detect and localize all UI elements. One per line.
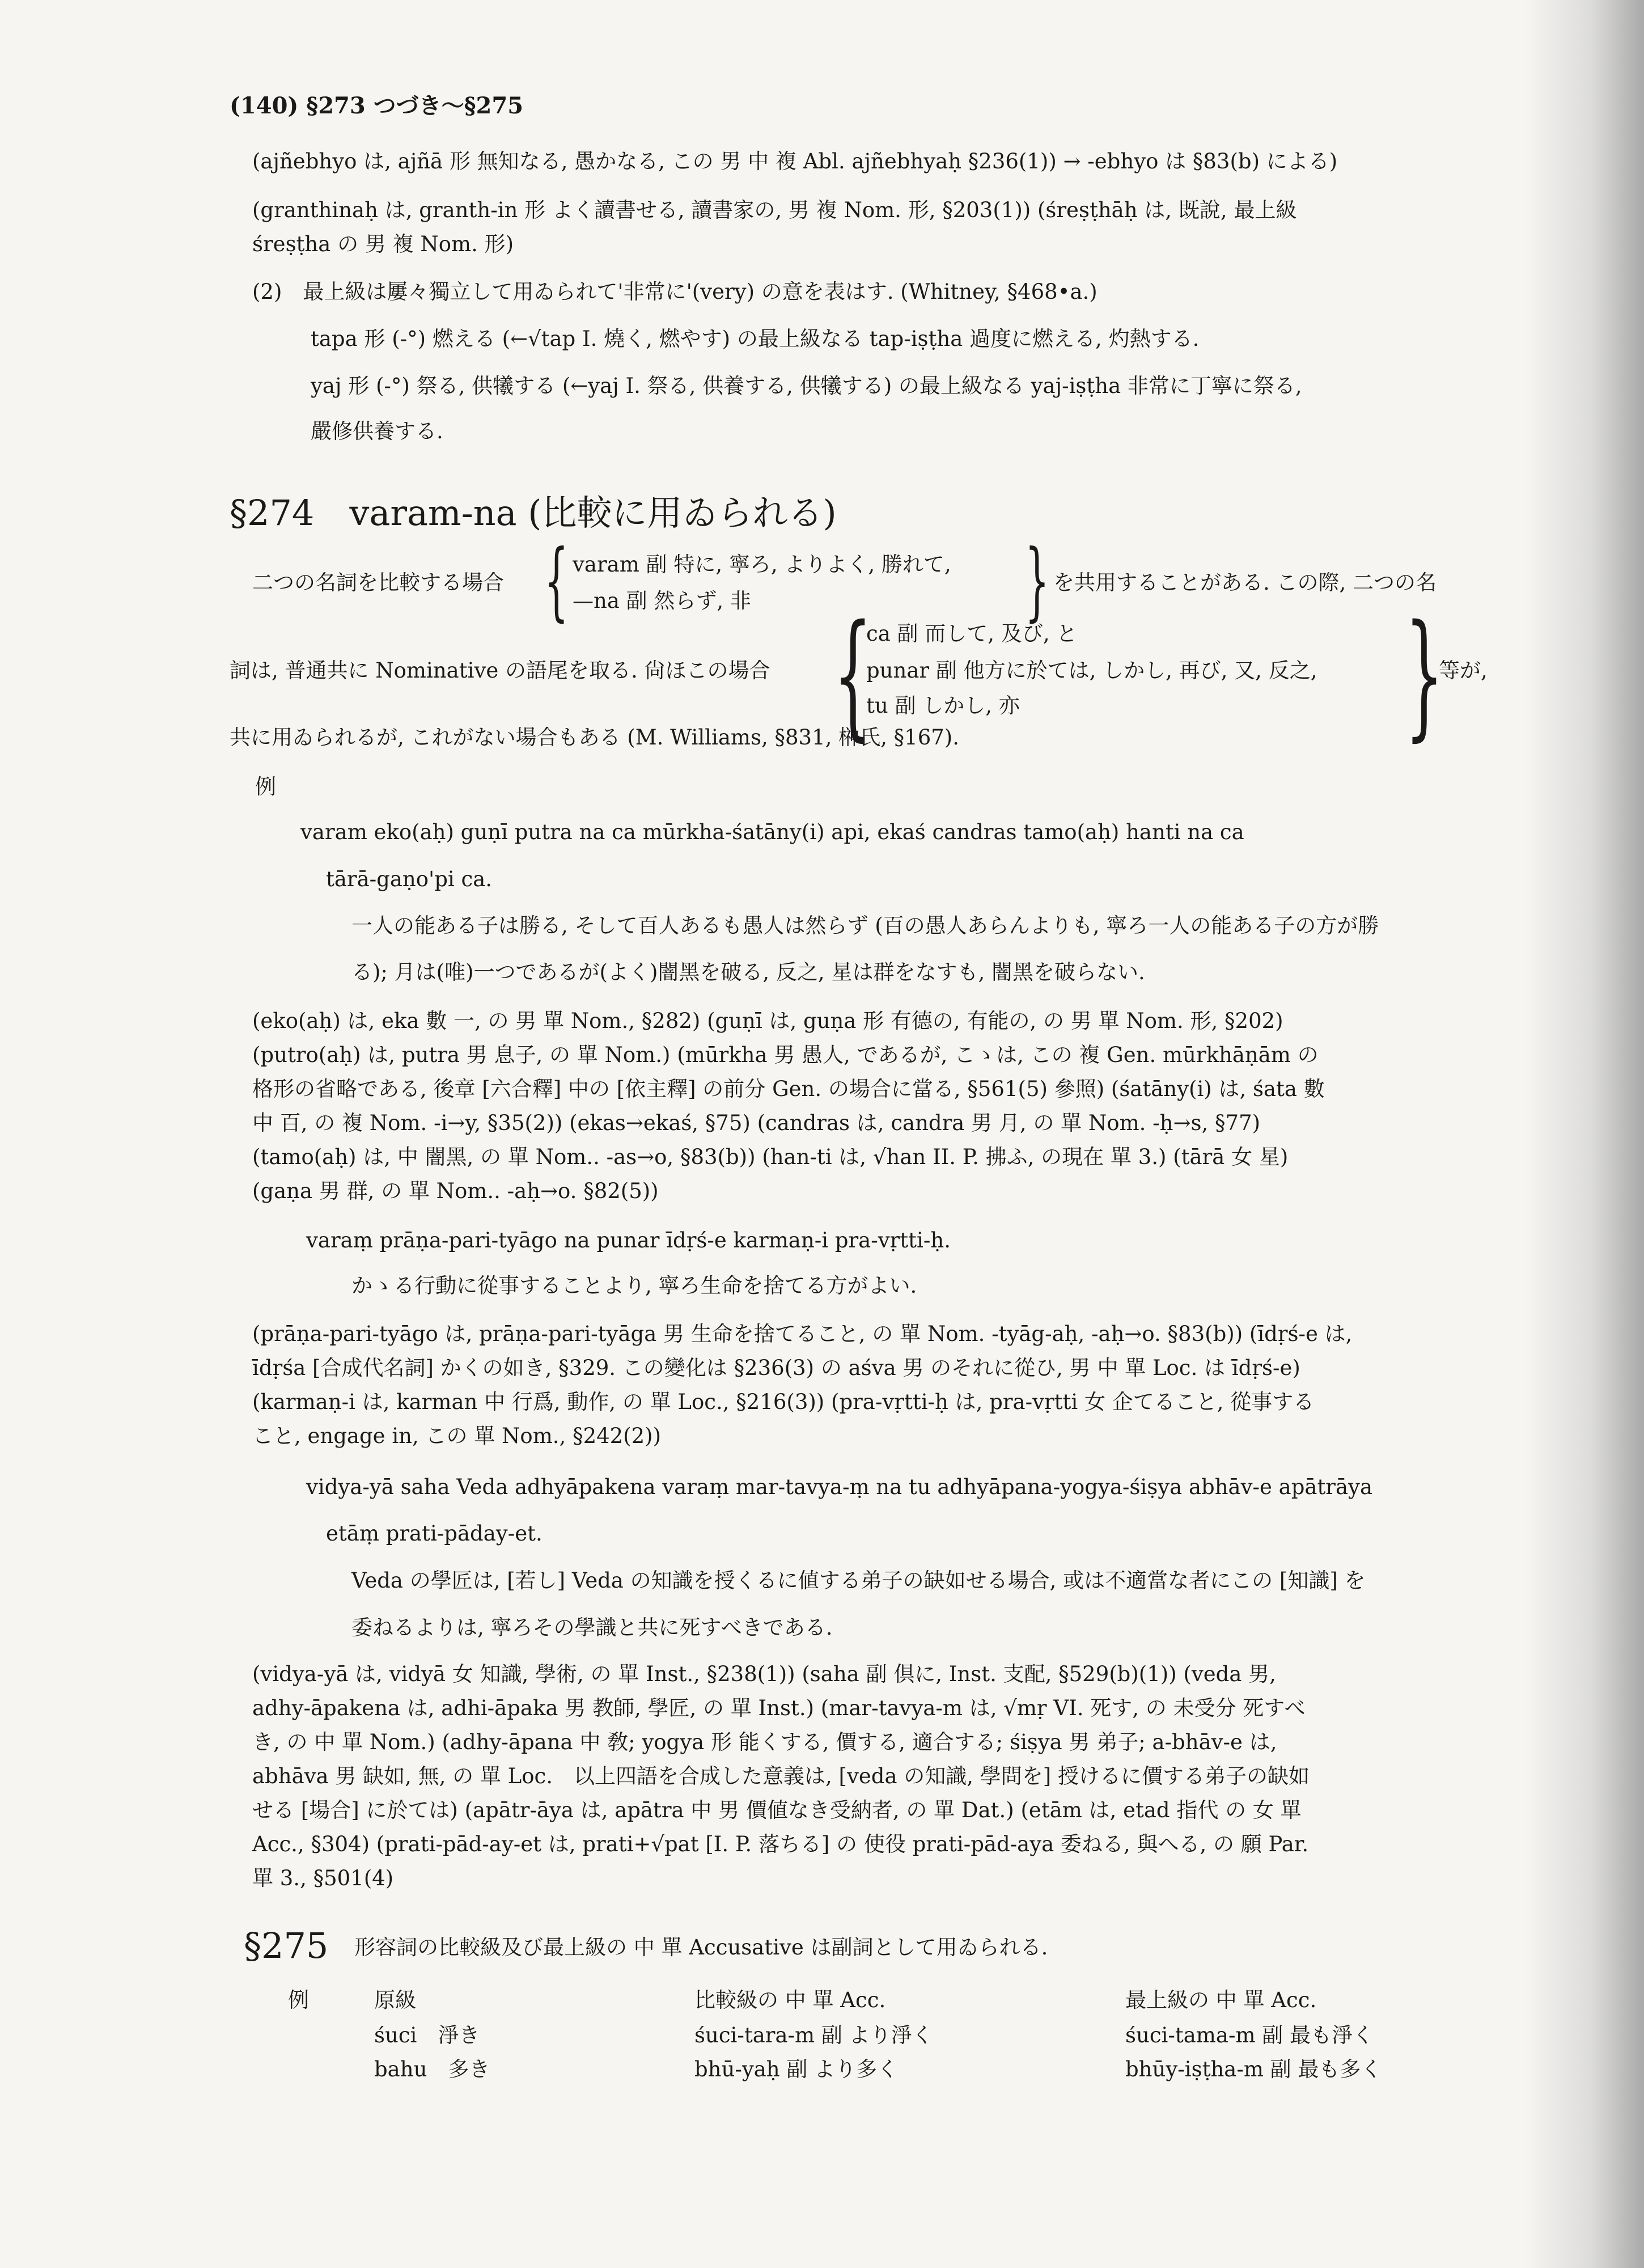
- section-275-number: §275: [244, 1925, 329, 1966]
- text-line: 一人の能ある子は勝る, そして百人あるも愚人は然らず (百の愚人あらんよりも, 寧ろ一人の能ある子の方が勝: [351, 913, 1379, 938]
- text-line: Acc., §304) (prati-pād-ay-et は, prati+√pat [I. P. 落ちる] の 使役 prati-pād-aya 委ねる, 與へる, の 願 Par.: [252, 1832, 1309, 1856]
- text-line: こと, engage in, この 單 Nom., §242(2)): [252, 1424, 662, 1448]
- text-line: vidya-yā saha Veda adhyāpakena varaṃ mar-tavya-ṃ na tu adhyāpana-yogya-śiṣya abhāv-e apātrāya: [306, 1475, 1373, 1499]
- section-274-title: §274 varam-na (比較に用ゐられる): [230, 492, 837, 534]
- text-line: yaj 形 (-°) 祭る, 供犧する (←yaj I. 祭る, 供養する, 供犧する) の最上級なる yaj-iṣṭha 非常に丁寧に祭る,: [311, 374, 1302, 398]
- text-line: 格形の省略である, 後章 [六合釋] 中の [依主釋] の前分 Gen. の場合に當る, §561(5) 參照) (śatāny(i) は, śata 數: [252, 1077, 1325, 1101]
- text-line: śreṣṭha の 男 複 Nom. 形): [252, 232, 514, 256]
- text-line: を共用することがある. この際, 二つの名: [1053, 570, 1437, 595]
- table-cell: śuci-tara-m 副 より淨く: [694, 2023, 933, 2047]
- text-line: 共に用ゐられるが, これがない場合もある (M. Williams, §831, 榊氏, §167).: [230, 725, 959, 750]
- text-line: abhāva 男 缺如, 無, の 單 Loc. 以上四語を合成した意義は, [veda の知識, 學問を] 授けるに價する弟子の缺如: [252, 1764, 1310, 1788]
- page-header: (140) §273 つづき～§275: [230, 92, 524, 119]
- text-line: punar 副 他方に於ては, しかし, 再び, 又, 反之,: [866, 658, 1317, 683]
- text-line: īdṛśa [合成代名詞] かくの如き, §329. この變化は §236(3) の aśva 男 のそれに從ひ, 男 中 單 Loc. は īdṛś-e): [252, 1356, 1300, 1380]
- text-line: tu 副 しかし, 亦: [866, 693, 1020, 718]
- text-line: ca 副 而して, 及び, と: [866, 621, 1078, 646]
- text-line: —na 副 然らず, 非: [573, 589, 751, 613]
- column-header-comparative: 比較級の 中 單 Acc.: [694, 1988, 886, 2012]
- text-line: adhy-āpakena は, adhi-āpaka 男 教師, 學匠, の 單 Inst.) (mar-tavya-m は, √mṛ VI. 死す, の 未受分 死すべ: [252, 1696, 1306, 1720]
- text-line: (gaṇa 男 群, の 單 Nom.. -aḥ→o. §82(5)): [252, 1179, 659, 1203]
- text-line: etāṃ prati-pāday-et.: [326, 1521, 543, 1546]
- right-brace: }: [1025, 532, 1049, 631]
- text-line: (granthinaḥ は, granth-in 形 よく讀書せる, 讀書家の, 男 複 Nom. 形, §203(1)) (śreṣṭhāḥ は, 既說, 最上級: [252, 198, 1297, 222]
- text-line: 嚴修供養する.: [311, 419, 443, 443]
- text-line: tapa 形 (-°) 燃える (←√tap I. 燒く, 燃やす) の最上級なる tap-iṣṭha 過度に燃える, 灼熱する.: [311, 327, 1200, 351]
- text-line: 等が,: [1439, 658, 1488, 683]
- right-brace: }: [1405, 595, 1444, 754]
- text-line: (tamo(aḥ) は, 中 闇黑, の 單 Nom.. -as→o, §83(b)) (han-ti は, √han II. P. 拂ふ, の現在 單 3.) (tārā 女 星): [252, 1145, 1289, 1169]
- table-cell: śuci 淨き: [374, 2023, 480, 2047]
- section-275-text: 形容詞の比較級及び最上級の 中 單 Accusative は副詞として用ゐられる.: [354, 1935, 1048, 1960]
- text-line: varaṃ prāṇa-pari-tyāgo na punar īdṛś-e karmaṇ-i pra-vṛtti-ḥ.: [306, 1228, 951, 1253]
- text-line: せる [場合] に於ては) (apātr-āya は, apātra 中 男 價値なき受納者, の 單 Dat.) (etām は, etad 指代 の 女 單: [252, 1798, 1302, 1822]
- text-line: き, の 中 單 Nom.) (adhy-āpana 中 敎; yogya 形 能くする, 價する, 適合する; śiṣya 男 弟子; a-bhāv-e は,: [252, 1730, 1277, 1754]
- text-line: Veda の學匠は, [若し] Veda の知識を授くるに値する弟子の缺如せる場合, 或は不適當な者にこの [知識] を: [351, 1568, 1366, 1593]
- text-line: (eko(aḥ) は, eka 數 一, の 男 單 Nom., §282) (guṇī は, guṇa 形 有德の, 有能の, の 男 單 Nom. 形, §202): [252, 1009, 1283, 1033]
- example-label: 例: [255, 775, 276, 799]
- text-line: 二つの名詞を比較する場合: [252, 570, 504, 595]
- text-line: かゝる行動に從事することより, 寧ろ生命を捨てる方がよい.: [351, 1273, 917, 1298]
- column-header-superlative: 最上級の 中 單 Acc.: [1125, 1988, 1317, 2012]
- text-line: 中 百, の 複 Nom. -i→y, §35(2)) (ekas→ekaś, §75) (candras は, candra 男 月, の 單 Nom. -ḥ→s, §77): [252, 1111, 1261, 1135]
- text-line: tārā-gaṇo'pi ca.: [326, 867, 493, 891]
- text-line: (putro(aḥ) は, putra 男 息子, の 單 Nom.) (mūrkha 男 愚人, であるが, こゝは, この 複 Gen. mūrkhāṇām の: [252, 1043, 1319, 1067]
- text-line: (karmaṇ-i は, karman 中 行爲, 動作, の 單 Loc., §216(3)) (pra-vṛtti-ḥ は, pra-vṛtti 女 企てること, 從事する: [252, 1390, 1315, 1414]
- page-edge-shadow: [1525, 0, 1644, 2268]
- example-label: 例: [288, 1988, 309, 2012]
- text-line: varam eko(aḥ) guṇī putra na ca mūrkha-śatāny(i) api, ekaś candras tamo(aḥ) hanti na ca: [300, 820, 1244, 844]
- table-cell: śuci-tama-m 副 最も淨く: [1125, 2023, 1374, 2047]
- text-line: varam 副 特に, 寧ろ, よりよく, 勝れて,: [573, 552, 951, 577]
- text-line: 委ねるよりは, 寧ろその學識と共に死すべきである.: [351, 1615, 833, 1640]
- table-cell: bhūy-iṣṭha-m 副 最も多く: [1125, 2057, 1382, 2081]
- text-line: る); 月は(唯)一つであるが(よく)闇黑を破る, 反之, 星は群をなすも, 闇黑を破らない.: [351, 960, 1145, 984]
- left-brace: {: [544, 532, 569, 631]
- text-line: 詞は, 普通共に Nominative の語尾を取る. 尙ほこの場合: [230, 658, 770, 683]
- text-line: (ajñebhyo は, ajñā 形 無知なる, 愚かなる, この 男 中 複 Abl. ajñebhyaḥ §236(1)) → -ebhyo は §83(b) による): [252, 149, 1338, 174]
- text-line: (vidya-yā は, vidyā 女 知識, 學術, の 單 Inst., §238(1)) (saha 副 倶に, Inst. 支配, §529(b)(1)) (veda 男,: [252, 1662, 1276, 1686]
- column-header-positive: 原級: [374, 1988, 416, 2012]
- text-line: (2) 最上級は屢々獨立して用ゐられて'非常に'(very) の意を表はす. (Whitney, §468•a.): [252, 280, 1098, 304]
- text-line: 單 3., §501(4): [252, 1866, 394, 1890]
- table-cell: bahu 多き: [374, 2057, 490, 2081]
- table-cell: bhū-yaḥ 副 より多く: [694, 2057, 899, 2081]
- text-line: (prāṇa-pari-tyāgo は, prāṇa-pari-tyāga 男 生命を捨てること, の 單 Nom. -tyāg-aḥ, -aḥ→o. §83(b)) (īdṛś-e は,: [252, 1322, 1353, 1346]
- left-brace: {: [833, 595, 872, 754]
